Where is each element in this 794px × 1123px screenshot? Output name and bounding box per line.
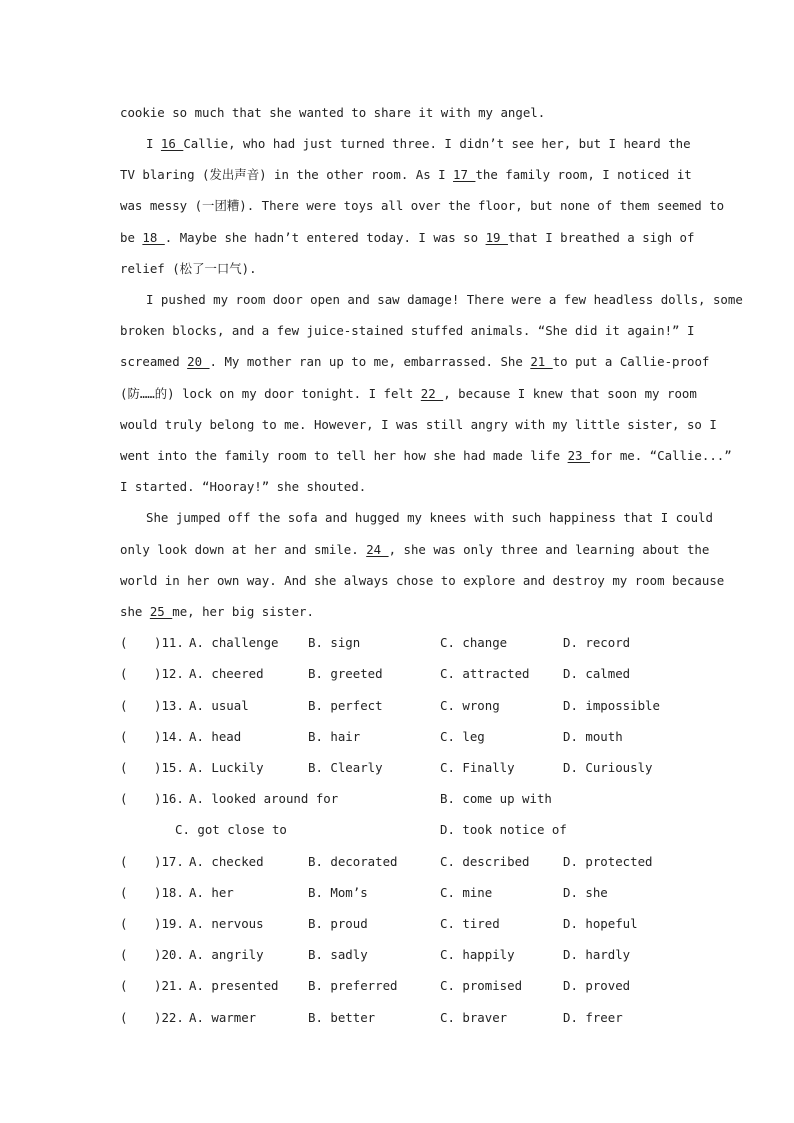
passage-line (146, 134, 691, 154)
passage-line (120, 196, 725, 216)
text: cookie so much that she wanted to share it with my angel. (120, 105, 546, 120)
option-d: D. proved (563, 978, 631, 993)
option-d: D. hopeful (563, 916, 638, 931)
question-number: )20. (154, 947, 184, 962)
question-21 (120, 976, 680, 996)
option-d: D. protected (563, 854, 653, 869)
answer-paren[interactable]: ( (120, 729, 128, 744)
text: world in her own way. And she always chose to explore and destroy my room because (120, 573, 725, 588)
question-16 (120, 789, 680, 809)
question-14 (120, 727, 680, 747)
answer-blank: 17 (453, 167, 476, 182)
option-c: C. promised (440, 978, 523, 993)
answer-paren[interactable]: ( (120, 978, 128, 993)
answer-paren[interactable]: ( (120, 1010, 128, 1025)
text: She jumped off the sofa and hugged my knees with such happiness that I could (146, 510, 713, 525)
text: . My mother ran up to me, embarrassed. She (209, 354, 531, 369)
option-a: A. looked around for (189, 791, 339, 806)
passage-line (120, 165, 692, 185)
passage-line (120, 103, 675, 123)
option-d: D. calmed (563, 666, 631, 681)
answer-paren[interactable]: ( (120, 698, 128, 713)
text: went into the family room to tell her how she had made life (120, 448, 568, 463)
text: be (120, 230, 143, 245)
option-d: D. she (563, 885, 608, 900)
option-d: D. record (563, 635, 631, 650)
question-15 (120, 758, 680, 778)
option-a: A. presented (189, 978, 279, 993)
answer-paren[interactable]: ( (120, 885, 128, 900)
answer-paren[interactable]: ( (120, 947, 128, 962)
option-c: C. tired (440, 916, 500, 931)
question-11 (120, 633, 680, 653)
option-b: B. sadly (308, 947, 368, 962)
question-number: )22. (154, 1010, 184, 1025)
text: would truly belong to me. However, I was still angry with my little sister, so I (120, 417, 717, 432)
text: I started. “Hooray!” she shouted. (120, 479, 367, 494)
option-c: C. wrong (440, 698, 500, 713)
answer-blank: 23 (567, 448, 590, 463)
text: (防……的) lock on my door tonight. I felt (120, 386, 421, 401)
option-a: A. warmer (189, 1010, 257, 1025)
text: only look down at her and smile. (120, 542, 367, 557)
answer-blank: 18 (142, 230, 165, 245)
option-b: B. preferred (308, 978, 398, 993)
option-c: C. described (440, 854, 530, 869)
option-a: A. Luckily (189, 760, 264, 775)
question-number: )15. (154, 760, 184, 775)
option-d: D. mouth (563, 729, 623, 744)
option-d: D. hardly (563, 947, 631, 962)
option-a: A. usual (189, 698, 249, 713)
option-b: B. perfect (308, 698, 383, 713)
answer-blank: 24 (366, 542, 389, 557)
option-c: C. change (440, 635, 508, 650)
option-c: C. leg (440, 729, 485, 744)
option-a: A. challenge (189, 635, 279, 650)
answer-paren[interactable]: ( (120, 791, 128, 806)
text: for me. “Callie...” (589, 448, 732, 463)
answer-blank: 22 (420, 386, 444, 401)
option-b: B. proud (308, 916, 368, 931)
answer-paren[interactable]: ( (120, 635, 128, 650)
question-number: )14. (154, 729, 184, 744)
passage-line (120, 540, 710, 560)
answer-paren[interactable]: ( (120, 916, 128, 931)
text: me, her big sister. (172, 604, 314, 619)
answer-paren[interactable]: ( (120, 854, 128, 869)
passage-line (120, 477, 675, 497)
option-c: C. got close to (175, 822, 287, 837)
question-12 (120, 664, 680, 684)
option-b: B. come up with (440, 791, 552, 806)
option-b: B. better (308, 1010, 376, 1025)
text: , because I knew that soon my room (443, 386, 697, 401)
option-b: B. hair (308, 729, 361, 744)
text: broken blocks, and a few juice-stained stuffed animals. “She did it again!” I (120, 323, 695, 338)
option-d: D. freer (563, 1010, 623, 1025)
question-13 (120, 696, 680, 716)
text: I (146, 136, 161, 151)
option-b: B. greeted (308, 666, 383, 681)
text: TV blaring (发出声音) in the other room. As I (120, 167, 454, 182)
question-number: )17. (154, 854, 184, 869)
passage-line (120, 446, 732, 466)
option-b: B. sign (308, 635, 361, 650)
answer-blank: 25 (149, 604, 173, 619)
option-a: A. her (189, 885, 234, 900)
text: the family room, I noticed it (475, 167, 692, 182)
passage-line (120, 321, 695, 341)
question-number: )19. (154, 916, 184, 931)
question-number: )16. (154, 791, 184, 806)
text: relief (松了一口气). (120, 261, 257, 276)
option-c: C. happily (440, 947, 515, 962)
option-b: B. Clearly (308, 760, 383, 775)
answer-blank: 21 (530, 354, 553, 369)
text: screamed (120, 354, 188, 369)
option-d: D. took notice of (440, 822, 567, 837)
question-17 (120, 852, 680, 872)
answer-blank: 16 (160, 136, 184, 151)
question-16-continued (120, 820, 680, 840)
option-a: A. angrily (189, 947, 264, 962)
text: that I breathed a sigh of (507, 230, 695, 245)
option-b: B. Mom’s (308, 885, 368, 900)
option-c: C. attracted (440, 666, 530, 681)
option-d: D. impossible (563, 698, 660, 713)
question-number: )18. (154, 885, 184, 900)
option-a: A. nervous (189, 916, 264, 931)
passage-line (120, 384, 697, 404)
question-22 (120, 1008, 680, 1028)
passage-line (146, 290, 743, 310)
text: she (120, 604, 150, 619)
option-c: C. mine (440, 885, 493, 900)
option-a: A. checked (189, 854, 264, 869)
question-number: )13. (154, 698, 184, 713)
passage-line (146, 508, 713, 528)
option-c: C. Finally (440, 760, 515, 775)
passage-line (120, 259, 675, 279)
question-18 (120, 883, 680, 903)
option-a: A. cheered (189, 666, 264, 681)
answer-paren[interactable]: ( (120, 760, 128, 775)
question-20 (120, 945, 680, 965)
passage-line (120, 415, 717, 435)
text: . Maybe she hadn’t entered today. I was so (164, 230, 486, 245)
answer-paren[interactable]: ( (120, 666, 128, 681)
passage-line (120, 571, 725, 591)
passage-line (120, 352, 710, 372)
question-number: )12. (154, 666, 184, 681)
text: to put a Callie-proof (552, 354, 710, 369)
question-number: )11. (154, 635, 184, 650)
option-a: A. head (189, 729, 242, 744)
option-b: B. decorated (308, 854, 398, 869)
option-d: D. Curiously (563, 760, 653, 775)
text: was messy (一团糟). There were toys all over the floor, but none of them seemed to (120, 198, 725, 213)
text: Callie, who had just turned three. I didn’t see her, but I heard the (183, 136, 691, 151)
text: I pushed my room door open and saw damage! There were a few headless dolls, some (146, 292, 743, 307)
question-number: )21. (154, 978, 184, 993)
question-19 (120, 914, 680, 934)
text: , she was only three and learning about the (388, 542, 710, 557)
answer-blank: 20 (187, 354, 210, 369)
option-c: C. braver (440, 1010, 508, 1025)
answer-blank: 19 (485, 230, 508, 245)
passage-line (120, 602, 675, 622)
passage-line (120, 228, 695, 248)
